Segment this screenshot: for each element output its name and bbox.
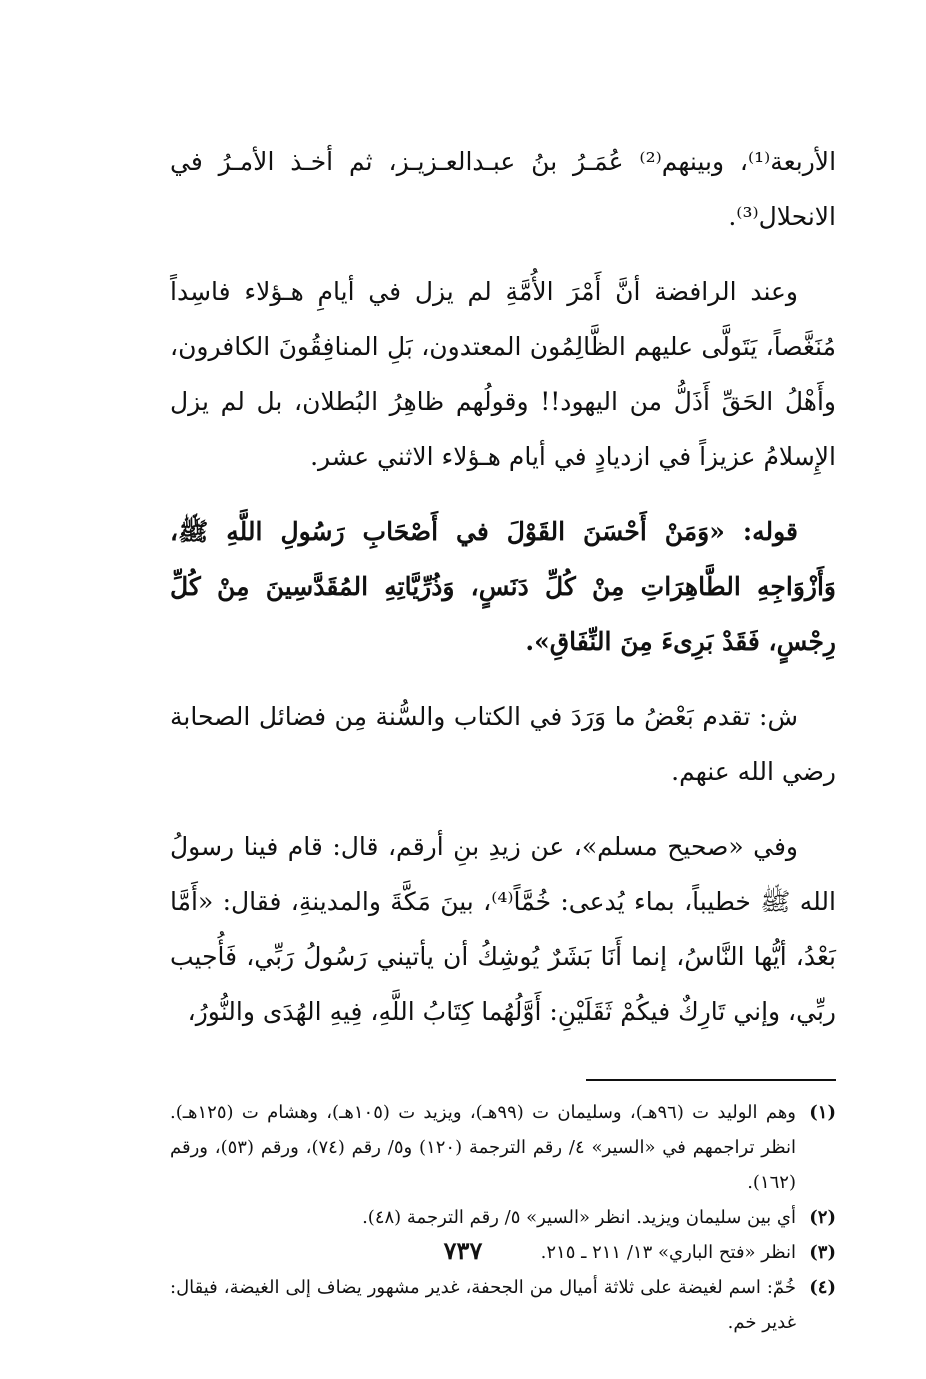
paragraph-3-quote: «وَمَنْ أَحْسَنَ القَوْلَ في أَصْحَابِ رَسُولِ اللَّهِ ﷺ، وَأَزْوَاجِهِ الطَّاهِرَاتِ مِنْ كُلِّ دَنَسٍ، وَذُرِّيَّاتِهِ المُقَدَّسِينَ مِنْ كُلِّ رِجْسٍ، فَقَدْ بَرِىءَ مِنَ النِّفَاقِ». <box>170 517 836 656</box>
footnote-number: (٢) <box>809 1207 836 1228</box>
footnote-text: خُمّ: اسم لغيضة على ثلاثة أميال من الجحفة، غدير مشهور يضاف إلى الغيضة، فيقال: غدير خم. <box>170 1277 796 1333</box>
footnote-number: (١) <box>809 1102 836 1123</box>
footnote <box>170 1095 836 1200</box>
paragraph-2: وعند الرافضة أنَّ أَمْرَ الأُمَّةِ لم يزل في أيامِ هـؤلاء فاسِداً مُنَغَّصاً، يَتَولَّى عليهم الظَّالِمُون المعتدون، بَلِ المنافِقُونَ الكافرون، وأَهْلُ الحَقِّ أَذَلُّ من اليهود!! وقولُهم ظاهِرُ البُطلان، بل لم يزل الإِسلامُ عزيزاً في ازديادٍ في أيام هـؤلاء الاثني عشر. <box>170 277 836 471</box>
footnotes <box>170 1095 836 1340</box>
footnote-text: أي بين سليمان ويزيد. انظر «السير» ٥/ رقم الترجمة (٤٨). <box>362 1207 796 1228</box>
paragraph-4: ش: تقدم بَعْضُ ما وَرَدَ في الكتاب والسُّنة مِن فضائل الصحابة رضي الله عنهم. <box>170 702 836 786</box>
footnote <box>170 1200 836 1235</box>
footnote-text: انظر «فتح الباري» ١٣/ ٢١١ ـ ٢١٥. <box>540 1242 796 1263</box>
paragraph-3-lead: قوله: <box>742 517 798 546</box>
footnote <box>170 1270 836 1340</box>
footnote-text: وهم الوليد ت (٩٦هـ)، وسليمان ت (٩٩هـ)، ويزيد ت (١٠٥هـ)، وهشام ت (١٢٥هـ). انظر تراجمهم في «السير» ٤/ رقم الترجمة (١٢٠) و٥/ رقم (٧٤)، ورقم (٥٣)، ورقم (١٦٢). <box>170 1102 797 1193</box>
paragraph-5: وفي «صحيح مسلم»، عن زيدِ بنِ أرقم، قال: قام فينا رسولُ الله ﷺ خطيباً، بماء يُدعى: خُمَّاً⁽⁴⁾، بينَ مَكَّةَ والمدينةِ، فقال: «أَمَّا بَعْدُ، أيُّها النَّاسُ، إنما أَنَا بَشَرٌ يُوشِكُ أن يأتيني رَسُولُ رَبِّي، فَأُجيب ربِّي، وإني تَارِكٌ فيكُمْ ثَقَلَيْنِ: أَوَّلُهُما كِتَابُ اللَّهِ، فِيهِ الهُدَى والنُّورُ، <box>170 832 836 1026</box>
footnote-divider <box>586 1079 836 1081</box>
page-number: ٧٣٧ <box>443 1236 483 1265</box>
footnote-number: (٤) <box>809 1277 836 1298</box>
paragraph-3 <box>170 504 836 669</box>
footnote-number: (٣) <box>809 1242 836 1263</box>
paragraph-1: الأربعة⁽¹⁾، وبينهم⁽²⁾ عُمَـرُ بنُ عبـدالعـزيـز، ثم أخـذ الأمـرُ في الانحلال⁽³⁾. <box>170 147 837 231</box>
